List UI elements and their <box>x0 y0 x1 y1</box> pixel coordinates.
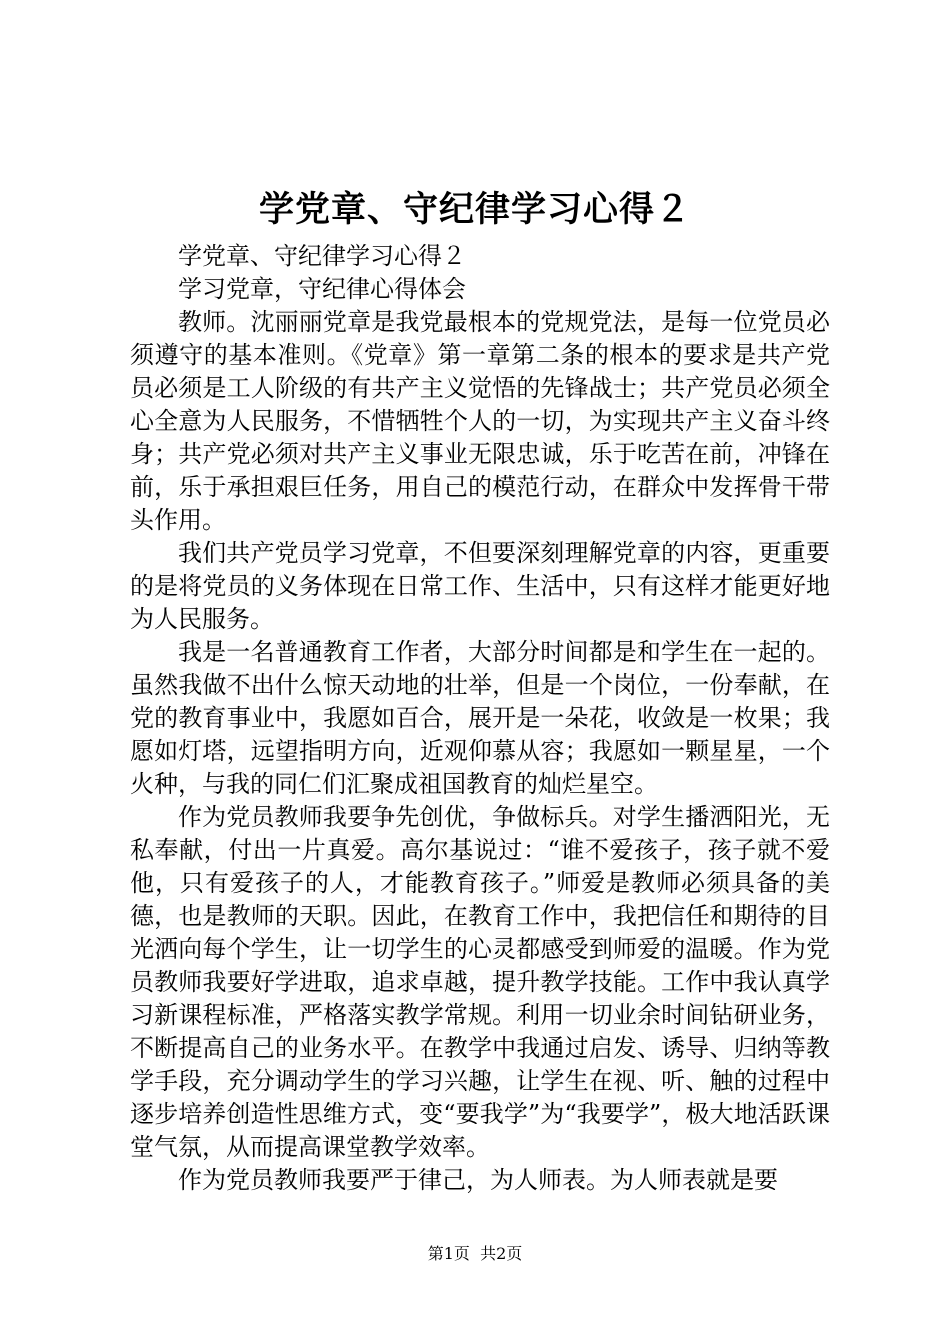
paragraph: 我是一名普通教育工作者，大部分时间都是和学生在一起的。虽然我做不出什么惊天动地的壮举，但是一个岗位，一份奉献，在党的教育事业中，我愿如百合，展开是一朵花，收敛是一枚果；我愿如灯塔，远望指明方向，近观仰慕从容；我愿如一颗星星，一个火种，与我的同仁们汇聚成祖国教育的灿烂星空。 <box>130 638 830 798</box>
paragraph-heading: 学习党章，守纪律心得体会 <box>178 275 466 303</box>
page-number: 第1页 <box>427 1244 470 1263</box>
paragraph: 教师。沈丽丽党章是我党最根本的党规党法，是每一位党员必须遵守的基本准则。《党章》第一章第二条的根本的要求是共产党员必须是工人阶级的有共产主义觉悟的先锋战士；共产党员必须全心全意为人民服务，不惜牺牲个人的一切，为实现共产主义奋斗终身；共产党必须对共产主义事业无限忠诚，乐于吃苦在前，冲锋在前，乐于承担艰巨任务，用自己的模范行动，在群众中发挥骨干带头作用。 <box>130 308 830 534</box>
paragraph-subtitle: 学党章、守纪律学习心得２ <box>178 242 466 270</box>
page-total: 共2页 <box>480 1244 523 1263</box>
paragraph: 作为党员教师我要争先创优，争做标兵。对学生播洒阳光，无私奉献，付出一片真爱。高尔基说过：“谁不爱孩子，孩子就不爱他，只有爱孩子的人，才能教育孩子。”师爱是教师必须具备的美德，也是教师的天职。因此，在教育工作中，我把信任和期待的目光洒向每个学生，让一切学生的心灵都感受到师爱的温暖。作为党员教师我要好学进取，追求卓越，提升教学技能。工作中我认真学习新课程标准，严格落实教学常规。利用一切业余时间钻研业务，不断提高自己的业务水平。在教学中我通过启发、诱导、归纳等教学手段，充分调动学生的学习兴趣，让学生在视、听、触的过程中逐步培养创造性思维方式，变“要我学”为“我要学”，极大地活跃课堂气氛，从而提高课堂教学效率。 <box>130 803 830 1161</box>
paragraph: 作为党员教师我要严于律己，为人师表。为人师表就是要 <box>178 1166 778 1194</box>
document-title: 学党章、守纪律学习心得２ <box>258 189 691 230</box>
paragraph: 我们共产党员学习党章，不但要深刻理解党章的内容，更重要的是将党员的义务体现在日常工作、生活中，只有这样才能更好地为人民服务。 <box>130 539 830 633</box>
page-footer <box>0 1242 950 1266</box>
document-body <box>130 240 830 1197</box>
